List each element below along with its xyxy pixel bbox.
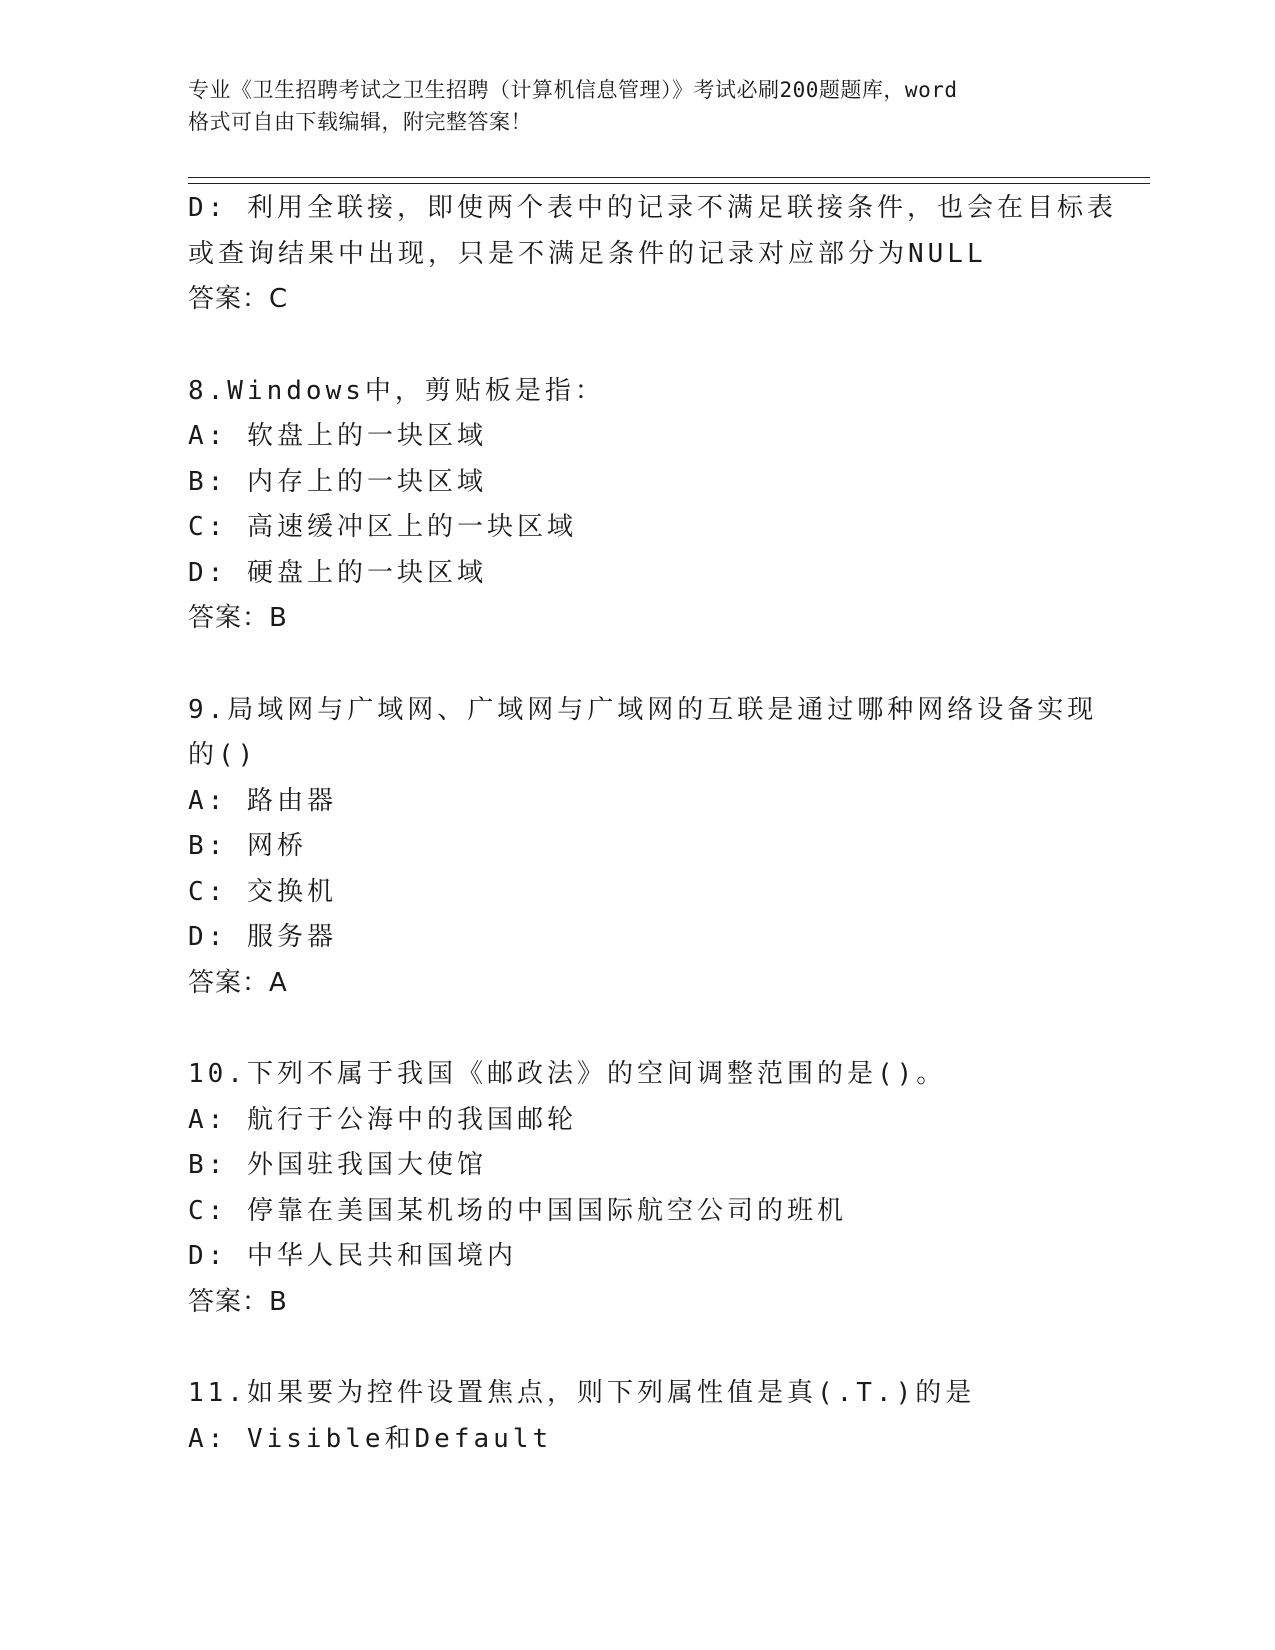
header-line-1: 专业《卫生招聘考试之卫生招聘（计算机信息管理）》考试必刷200题题库，word — [188, 78, 958, 102]
option-d: D: 服务器 — [188, 922, 337, 952]
option-b: B: 外国驻我国大使馆 — [188, 1150, 487, 1180]
spacer — [188, 323, 1118, 369]
answer-line: 答案：C — [188, 284, 289, 314]
option-d-line-1: D: 利用全联接，即使两个表中的记录不满足联接条件，也会在目标表 — [188, 193, 1117, 223]
continued-question — [188, 186, 1118, 323]
header-divider-bottom — [188, 183, 1150, 184]
option-a: A: Visible和Default — [188, 1423, 553, 1454]
option-c: C: 交换机 — [188, 876, 337, 907]
question-stem: 11.如果要为控件设置焦点，则下列属性值是真(.T.)的是 — [188, 1378, 976, 1408]
document-header — [188, 74, 1088, 138]
option-a: A: 航行于公海中的我国邮轮 — [188, 1104, 577, 1135]
question-stem-continued: 的() — [188, 740, 258, 770]
option-a: A: 路由器 — [188, 785, 337, 816]
option-c: C: 高速缓冲区上的一块区域 — [188, 512, 577, 542]
answer-line: 答案：B — [188, 603, 288, 633]
question-stem: 9.局域网与广域网、广域网与广域网的互联是通过哪种网络设备实现 — [188, 694, 1098, 725]
option-a: A: 软盘上的一块区域 — [188, 421, 487, 451]
option-b: B: 网桥 — [188, 831, 307, 861]
header-divider-top — [188, 177, 1150, 178]
header-line-2: 格式可自由下载编辑，附完整答案！ — [188, 110, 532, 134]
question-11 — [188, 1371, 1118, 1462]
spacer — [188, 1006, 1118, 1052]
option-c: C: 停靠在美国某机场的中国国际航空公司的班机 — [188, 1195, 847, 1226]
question-stem: 10.下列不属于我国《邮政法》的空间调整范围的是()。 — [188, 1059, 947, 1089]
option-d-line-2: 或查询结果中出现，只是不满足条件的记录对应部分为NULL — [188, 238, 987, 269]
option-d: D: 硬盘上的一块区域 — [188, 557, 487, 588]
answer-line: 答案：A — [188, 967, 288, 998]
spacer — [188, 642, 1118, 688]
option-d: D: 中华人民共和国境内 — [188, 1241, 517, 1271]
question-content — [188, 186, 1118, 1462]
option-b: B: 内存上的一块区域 — [188, 466, 487, 497]
question-9 — [188, 688, 1118, 1007]
question-8 — [188, 369, 1118, 642]
question-stem: 8.Windows中，剪贴板是指： — [188, 375, 605, 406]
question-10 — [188, 1052, 1118, 1325]
answer-line: 答案：B — [188, 1286, 288, 1317]
spacer — [188, 1325, 1118, 1371]
